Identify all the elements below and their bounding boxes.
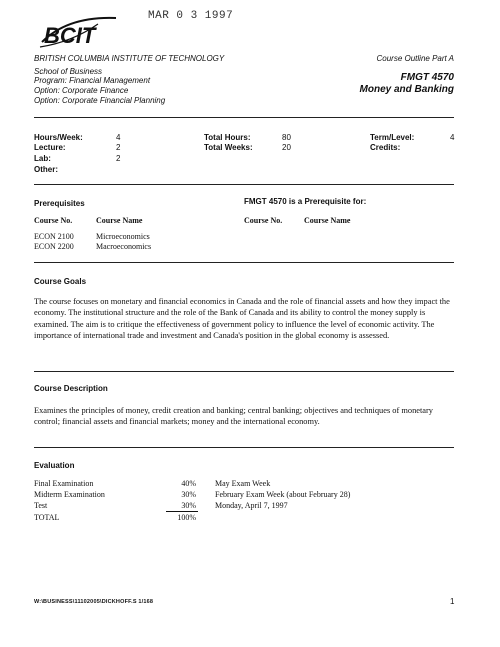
- prereq-for-col-course-name: Course Name: [304, 216, 351, 225]
- option-2: Option: Corporate Financial Planning: [34, 96, 166, 105]
- term-level-value: 4: [450, 133, 455, 142]
- evaluation-item-pct: 30%: [181, 490, 196, 499]
- evaluation-item-when: Monday, April 7, 1997: [215, 501, 288, 510]
- prerequisite-for-title: FMGT 4570 is a Prerequisite for:: [244, 197, 367, 206]
- total-weeks-value: 20: [282, 143, 291, 152]
- total-hours-value: 80: [282, 133, 291, 142]
- evaluation-total-label: TOTAL: [34, 513, 60, 522]
- prerequisites-title: Prerequisites: [34, 199, 85, 208]
- institute-name: BRITISH COLUMBIA INSTITUTE OF TECHNOLOGY: [34, 54, 225, 63]
- hours-week-label: Hours/Week:: [34, 133, 83, 142]
- bcit-logo: [38, 12, 120, 52]
- outline-part: Course Outline Part A: [376, 54, 454, 63]
- footer-path: W:\BUSINESS\11102005\DICKHOFF.S 1/168: [34, 599, 154, 605]
- course-title: Money and Banking: [359, 84, 454, 95]
- evaluation-item-name: Final Examination: [34, 479, 94, 488]
- hours-week-value: 4: [116, 133, 121, 142]
- school-name: School of Business: [34, 67, 103, 76]
- total-underline: [166, 511, 198, 512]
- evaluation-item-name: Midterm Examination: [34, 490, 105, 499]
- lecture-value: 2: [116, 143, 121, 152]
- term-level-label: Term/Level:: [370, 133, 415, 142]
- program-name: Program: Financial Management: [34, 76, 151, 85]
- prereq-course-no: ECON 2100: [34, 232, 74, 241]
- page-number: 1: [450, 597, 455, 606]
- evaluation-item-pct: 30%: [181, 501, 196, 510]
- lecture-label: Lecture:: [34, 143, 66, 152]
- evaluation-item-pct: 40%: [181, 479, 196, 488]
- course-goals-text: The course focuses on monetary and financial economics in Canada and the role of financial assets and how they impact the economy. The institutional structure and the role of the Bank of Canada and its ability to control the money supply is examined. The aim is to critique the effectiveness of government policy to influence the level of economic activity. The importance of international trade and investment and Canada's position in the global economy is assessed.: [34, 297, 450, 341]
- prereq-course-no: ECON 2200: [34, 242, 74, 251]
- evaluation-item-name: Test: [34, 501, 48, 510]
- credits-label: Credits:: [370, 143, 401, 152]
- course-description-text: Examines the principles of money, credit creation and banking; central banking; objectives and techniques of monetary control; financial assets and financial markets; money and the international economy.: [34, 406, 433, 427]
- prereq-for-col-course-no: Course No.: [244, 216, 283, 225]
- evaluation-total-pct: 100%: [177, 513, 196, 522]
- lab-label: Lab:: [34, 154, 51, 163]
- total-hours-label: Total Hours:: [204, 133, 251, 142]
- course-goals-title: Course Goals: [34, 277, 87, 286]
- course-description-title: Course Description: [34, 384, 108, 393]
- other-label: Other:: [34, 165, 58, 174]
- prereq-course-name: Microeconomics: [96, 232, 150, 241]
- divider-3: [34, 262, 454, 263]
- prereq-col-course-name: Course Name: [96, 216, 143, 225]
- evaluation-item-when: February Exam Week (about February 28): [215, 490, 351, 499]
- prereq-col-course-no: Course No.: [34, 216, 73, 225]
- total-weeks-label: Total Weeks:: [204, 143, 253, 152]
- divider-2: [34, 184, 454, 185]
- divider-1: [34, 117, 454, 118]
- svg-text:BCIT: BCIT: [44, 23, 96, 48]
- divider-4: [34, 371, 454, 372]
- evaluation-item-when: May Exam Week: [215, 479, 271, 488]
- date-stamp: MAR 0 3 1997: [148, 10, 234, 22]
- divider-5: [34, 447, 454, 448]
- evaluation-title: Evaluation: [34, 461, 75, 470]
- lab-value: 2: [116, 154, 121, 163]
- prereq-course-name: Macroeconomics: [96, 242, 152, 251]
- option-1: Option: Corporate Finance: [34, 86, 129, 95]
- course-code: FMGT 4570: [400, 72, 454, 83]
